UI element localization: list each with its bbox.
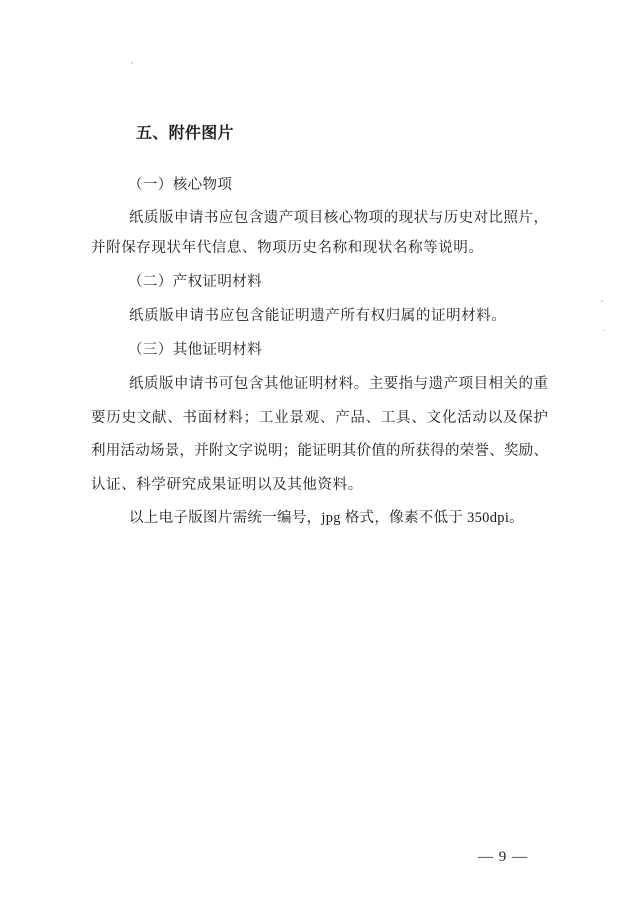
paragraph-line: 纸质版申请书应包含能证明遗产所有权归属的证明材料。 <box>129 308 507 324</box>
closing-note: 以上电子版图片需统一编号，jpg 格式，像素不低于 350dpi。 <box>129 510 524 526</box>
scan-speck <box>603 330 605 331</box>
page-number: — 9 — <box>478 849 528 865</box>
paragraph-line: 并附保存现状年代信息、物项历史名称和现状名称等说明。 <box>91 240 484 256</box>
paragraph-line: 纸质版申请书可包含其他证明材料。主要指与遗产项目相关的重 <box>129 376 548 392</box>
subsection-heading-property-rights: （二）产权证明材料 <box>128 274 263 290</box>
paragraph-line: 利用活动场景，并附文字说明；能证明其价值的所获得的荣誉、奖励、 <box>91 443 548 459</box>
subsection-heading-core-items: （一）核心物项 <box>128 177 233 193</box>
scan-speck <box>131 62 133 64</box>
paragraph-line: 纸质版申请书应包含遗产项目核心物项的现状与历史对比照片， <box>129 210 548 226</box>
paragraph-line: 要历史文献、书面材料；工业景观、产品、工具、文化活动以及保护 <box>91 410 548 426</box>
subsection-heading-other-materials: （三）其他证明材料 <box>128 342 263 358</box>
paragraph-line: 认证、科学研究成果证明以及其他资料。 <box>91 477 363 493</box>
scan-speck <box>601 300 603 302</box>
section-heading: 五、附件图片 <box>136 123 234 142</box>
